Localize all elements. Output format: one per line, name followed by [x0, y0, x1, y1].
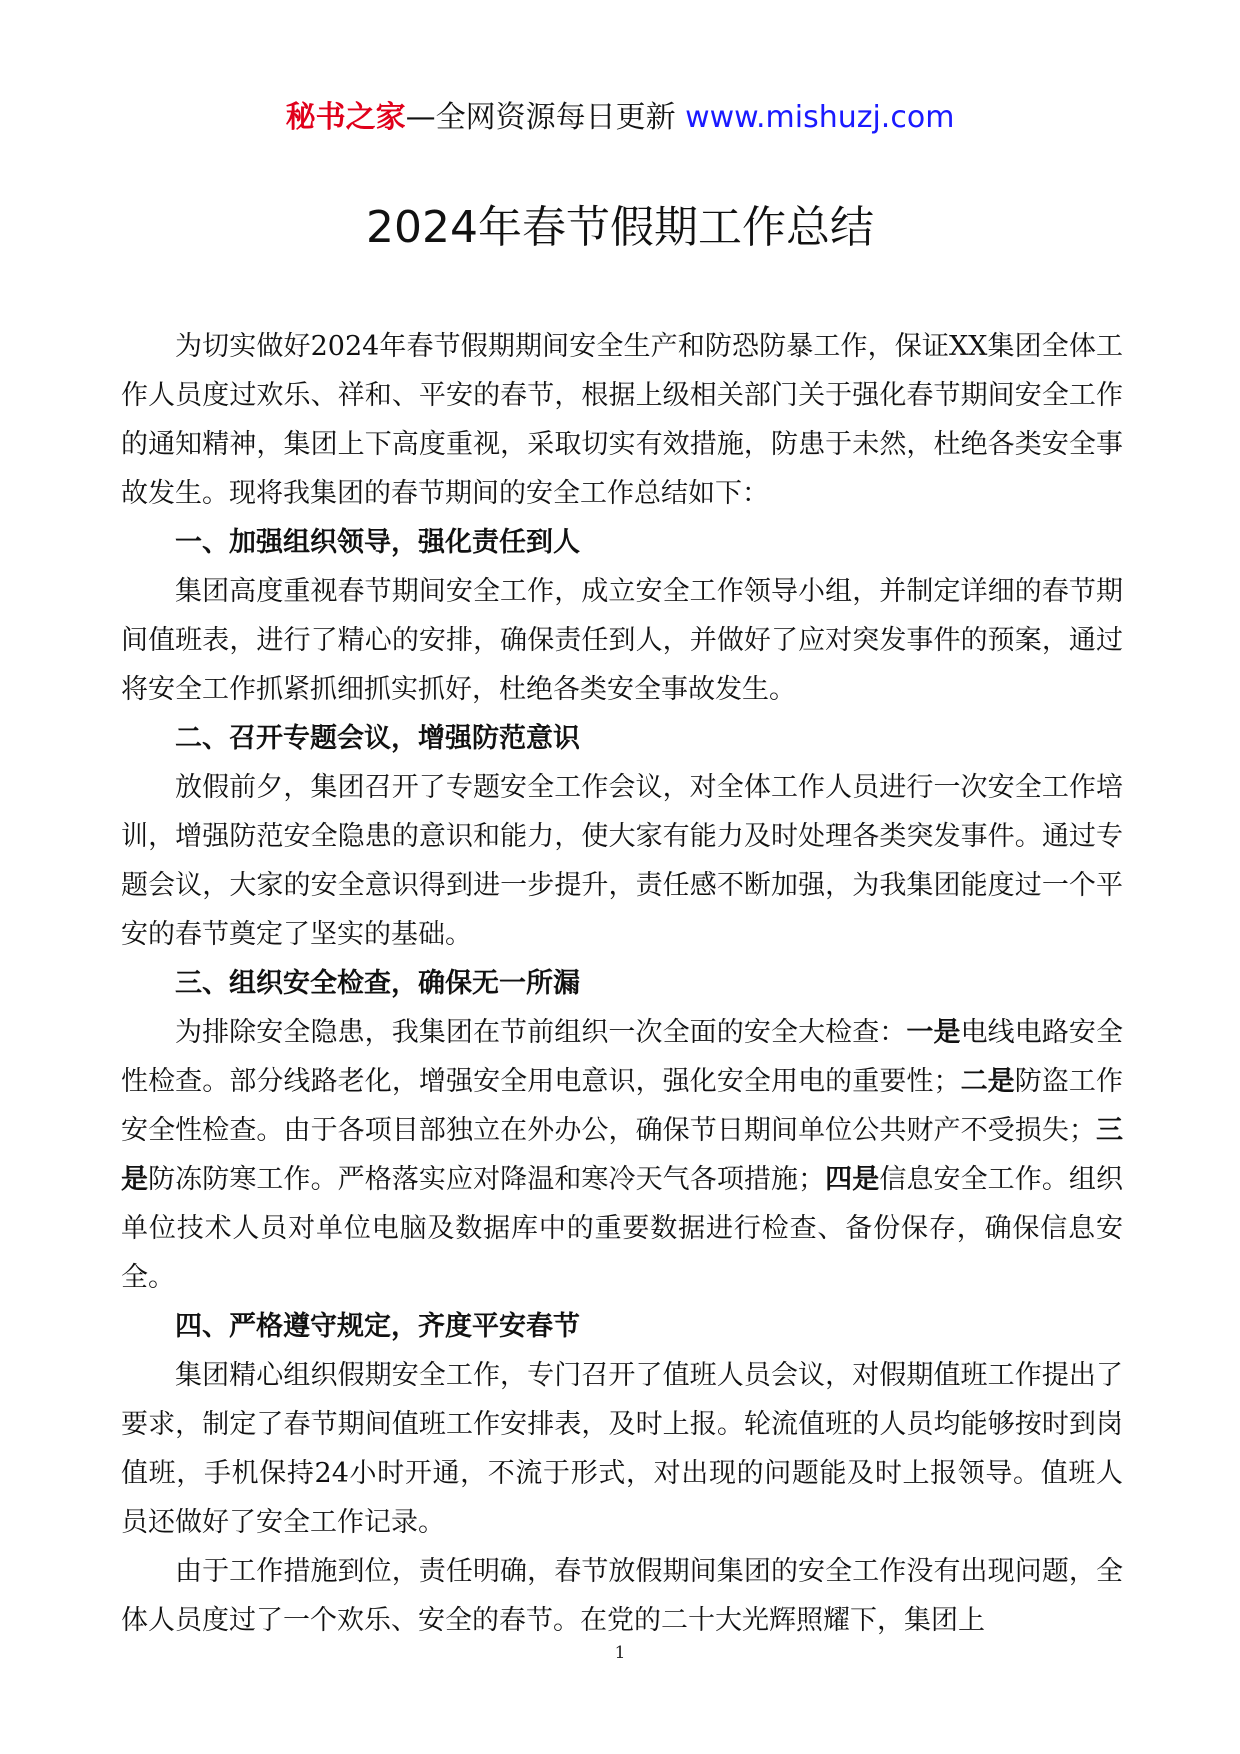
section-paragraph-2: 放假前夕，集团召开了专题安全工作会议，对全体工作人员进行一次安全工作培训，增强防范安全隐患的意识和能力，使大家有能力及时处理各类突发事件。通过专题会议，大家的安全意识得到进一步提升，责任感不断加强，为我集团能度过一个平安的春节奠定了坚实的基础。 [121, 772, 1123, 950]
section-heading-2: 二、召开专题会议，增强防范意识 [175, 723, 580, 754]
header-slogan: —全网资源每日更新 [405, 100, 676, 135]
item-text-4: 信息安全工作。组织单位技术人员对单位电脑及数据库中的重要数据进行检查、备份保存，确保信息安全。 [121, 1164, 1124, 1293]
section-paragraph-4: 集团精心组织假期安全工作，专门召开了值班人员会议，对假期值班工作提出了要求，制定了春节期间值班工作安排表，及时上报。轮流值班的人员均能够按时到岗值班，手机保持24小时开通，不流于形式，对出现的问题能及时上报领导。值班人员还做好了安全工作记录。 [121, 1360, 1123, 1538]
document-title: 2024年春节假期工作总结 [366, 202, 874, 253]
site-url-link[interactable]: www.mishuzj.com [675, 100, 955, 135]
section-paragraph-1: 集团高度重视春节期间安全工作，成立安全工作领导小组，并制定详细的春节期间值班表，进行了精心的安排，确保责任到人，并做好了应对突发事件的预案，通过将安全工作抓紧抓细抓实抓好，杜绝各类安全事故发生。 [121, 576, 1123, 705]
closing-paragraph: 由于工作措施到位，责任明确，春节放假期间集团的安全工作没有出现问题，全体人员度过了一个欢乐、安全的春节。在党的二十大光辉照耀下，集团上 [121, 1556, 1123, 1636]
inspection-lead: 为排除安全隐患，我集团在节前组织一次全面的安全大检查： [175, 1017, 907, 1048]
document-body [121, 322, 1123, 1645]
item-label-1: 一是 [906, 1017, 961, 1048]
intro-paragraph: 为切实做好2024年春节假期期间安全生产和防恐防暴工作，保证XX集团全体工作人员度过欢乐、祥和、平安的春节，根据上级相关部门关于强化春节期间安全工作的通知精神，集团上下高度重视，采取切实有效措施，防患于未然，杜绝各类安全事故发生。现将我集团的春节期间的安全工作总结如下： [121, 331, 1123, 509]
section-paragraph-3 [121, 1008, 1123, 1302]
item-label-2: 二是 [960, 1066, 1015, 1097]
item-text-3: 防冻防寒工作。严格落实应对降温和寒冷天气各项措施； [148, 1164, 826, 1195]
section-heading-4: 四、严格遵守规定，齐度平安春节 [175, 1311, 580, 1342]
item-label-4: 四是 [825, 1164, 880, 1195]
item-text-1: 电线电路安全性检查。部分线路老化，增强安全用电意识，强化安全用电的重要性； [121, 1017, 1124, 1097]
item-label-3: 三是 [121, 1115, 1124, 1195]
page-number: 1 [614, 1643, 626, 1663]
item-text-2: 防盗工作安全性检查。由于各项目部独立在外办公，确保节日期间单位公共财产不受损失； [121, 1066, 1123, 1146]
section-heading-1: 一、加强组织领导，强化责任到人 [175, 527, 580, 558]
section-heading-3: 三、组织安全检查，确保无一所漏 [175, 968, 580, 999]
brand-name: 秘书之家 [285, 100, 406, 135]
site-header [0, 98, 1240, 138]
